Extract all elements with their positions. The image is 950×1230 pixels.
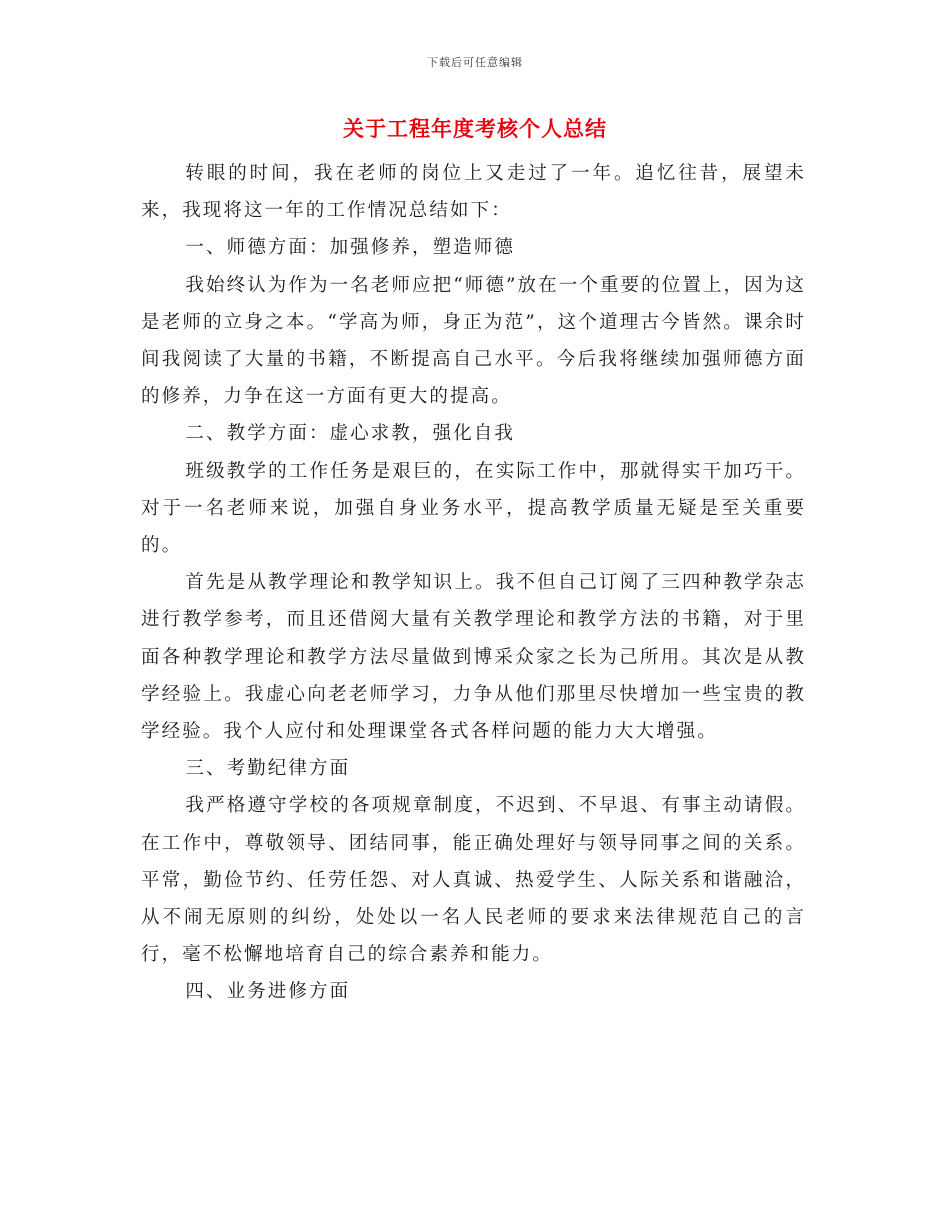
section-heading-attendance: 三、考勤纪律方面 bbox=[185, 758, 351, 780]
document-title: 关于工程年度考核个人总结 bbox=[343, 116, 607, 141]
paragraph-teaching-details: 首先是从教学理论和教学知识上。我不但自己订阅了三四种教学杂志进行教学参考，而且还借阅大量有关教学理论和教学方法的书籍，对于里面各种教学理论和教学方法尽量做到博采众家之长为己所用。其次是从教学经验上。我虚心向老老师学习，力争从他们那里尽快增加一些宝贵的教学经验。我个人应付和处理课堂各式各样问题的能力大大增强。 bbox=[141, 572, 806, 743]
paragraph-ethics: 我始终认为作为一名老师应把“师德”放在一个重要的位置上，因为这是老师的立身之本。“学高为师，身正为范”，这个道理古今皆然。课余时间我阅读了大量的书籍，不断提高自己水平。今后我将继续加强师德方面的修养，力争在这一方面有更大的提高。 bbox=[141, 274, 806, 408]
paragraph-intro: 转眼的时间，我在老师的岗位上又走过了一年。追忆往昔，展望未来，我现将这一年的工作情况总结如下： bbox=[141, 163, 806, 222]
paragraph-attendance: 我严格遵守学校的各项规章制度，不迟到、不早退、有事主动请假。在工作中，尊敬领导、团结同事，能正确处理好与领导同事之间的关系。平常，勤俭节约、任劳任怨、对人真诚、热爱学生、人际关系和谐融洽，从不闹无原则的纠纷，处处以一名人民老师的要求来法律规范自己的言行，毫不松懈地培育自己的综合素养和能力。 bbox=[141, 795, 806, 966]
paragraph-teaching: 班级教学的工作任务是艰巨的，在实际工作中，那就得实干加巧干。对于一名老师来说，加强自身业务水平，提高教学质量无疑是至关重要的。 bbox=[141, 460, 806, 557]
document-body bbox=[141, 155, 806, 1011]
section-heading-teaching: 二、教学方面：虚心求教，强化自我 bbox=[185, 423, 515, 445]
section-heading-ethics: 一、师德方面：加强修养，塑造师德 bbox=[185, 237, 515, 259]
section-heading-training: 四、业务进修方面 bbox=[185, 981, 351, 1003]
header-note: 下载后可任意编辑 bbox=[427, 56, 523, 69]
